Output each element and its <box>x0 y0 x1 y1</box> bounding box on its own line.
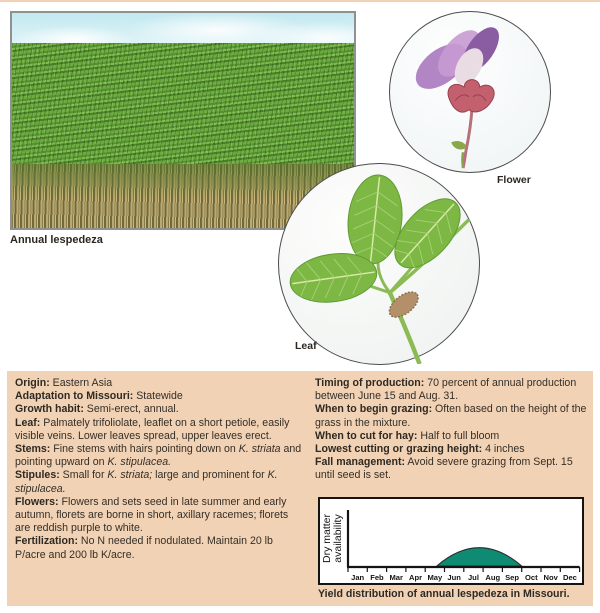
info-entry-text: K. striata; <box>107 469 153 482</box>
info-entry <box>315 430 593 443</box>
month-label: Apr <box>409 573 423 582</box>
month-label: Aug <box>485 573 501 582</box>
info-entry-label: Fertilization: <box>15 535 78 548</box>
yield-distribution-chart <box>320 499 582 583</box>
info-entry-label: Leaf: <box>15 416 41 429</box>
month-label: Jan <box>351 573 365 582</box>
info-entry-label: When to cut for hay: <box>315 429 418 442</box>
leaf-inset-photo <box>278 163 480 365</box>
info-entry <box>15 377 305 390</box>
info-entry <box>15 496 305 536</box>
info-entry-text: 70 percent of annual production between June 15 and Aug. 31. <box>315 377 577 403</box>
flower-illustration <box>390 12 550 172</box>
info-entry-text: Eastern Asia <box>49 377 113 389</box>
photo-caption: Annual lespedeza <box>10 234 103 246</box>
flower-stem <box>451 109 472 168</box>
info-entry <box>315 403 593 429</box>
info-entry-label: Origin: <box>15 377 50 389</box>
species-info-box <box>7 371 593 606</box>
info-entry-label: Growth habit: <box>15 403 84 416</box>
info-entry-text: Small for <box>59 469 108 482</box>
month-label: Oct <box>525 573 538 582</box>
info-entry <box>15 403 305 416</box>
info-entry-text: Fine stems with hairs pointing down on <box>50 443 239 456</box>
info-entry-text: Often based on the height of the grass in the mixture. <box>315 403 587 429</box>
yield-season-curve <box>437 548 522 566</box>
info-entry <box>15 443 305 469</box>
month-label: Sep <box>505 573 520 582</box>
y-axis-label: Dry matter <box>321 513 333 564</box>
info-entry-label: Flowers: <box>15 495 59 508</box>
month-label: Dec <box>562 573 577 582</box>
info-entry <box>15 390 305 403</box>
flower-label: Flower <box>497 174 531 186</box>
info-column-left <box>15 377 305 562</box>
flower-inset-photo <box>389 11 551 173</box>
info-entry-label: Stems: <box>15 443 51 456</box>
info-column-right <box>315 377 593 483</box>
month-label: Jun <box>447 573 461 582</box>
month-label: Mar <box>389 573 404 582</box>
info-entry-text: K. striata <box>238 443 281 456</box>
info-entry-text: K. stipulacea. <box>15 469 278 495</box>
info-entry-label: Stipules: <box>15 469 60 482</box>
photo-plant-canopy <box>12 43 354 167</box>
info-entry <box>315 443 593 456</box>
y-axis-label: availability <box>332 514 344 563</box>
info-entry <box>315 377 593 403</box>
info-entry-text: Flowers and sets seed in late summer and early autumn, florets are borne in short, axillary racemes; florets are reddish purple to white. <box>15 495 289 535</box>
chart-caption: Yield distribution of annual lespedeza in Missouri. <box>318 588 570 600</box>
info-entry-label: Adaptation to Missouri: <box>15 390 134 403</box>
info-entry-text: large and prominent for <box>152 469 268 482</box>
info-entry-text: Semi-erect, annual. <box>83 403 179 416</box>
info-entry-text: No N needed if nodulated. Maintain 20 lb P/acre and 200 lb K/acre. <box>15 535 273 561</box>
flower-calyx <box>448 80 494 112</box>
info-entry <box>15 417 305 443</box>
month-label: Jul <box>467 573 479 582</box>
info-entry-label: Lowest cutting or grazing height: <box>315 443 483 456</box>
info-entry <box>15 535 305 561</box>
info-entry-text: and pointing upward on <box>15 443 302 469</box>
month-label: Nov <box>543 573 558 582</box>
info-entry-text: 4 inches <box>482 443 525 456</box>
info-entry-text: Palmately trifoliolate, leaflet on a short petiole, easily visible veins. Lower leaves spread, upper leaves erect. <box>15 416 290 442</box>
leaf-label: Leaf <box>295 340 317 352</box>
info-entry <box>315 456 593 482</box>
top-rule <box>0 0 600 2</box>
info-entry-text: Statewide <box>133 390 183 403</box>
month-label: May <box>427 573 443 582</box>
info-entry-text: Avoid severe grazing from Sept. 15 until seed is set. <box>315 456 573 482</box>
leaf-illustration <box>279 164 479 364</box>
month-label: Feb <box>370 573 384 582</box>
info-entry-text: Half to full bloom <box>417 429 500 442</box>
info-entry <box>15 469 305 495</box>
info-entry-label: When to begin grazing: <box>315 403 433 416</box>
info-entry-label: Timing of production: <box>315 377 425 389</box>
info-entry-label: Fall management: <box>315 456 406 469</box>
yield-chart-box <box>318 497 584 585</box>
info-entry-text: K. stipulacea. <box>107 456 172 469</box>
